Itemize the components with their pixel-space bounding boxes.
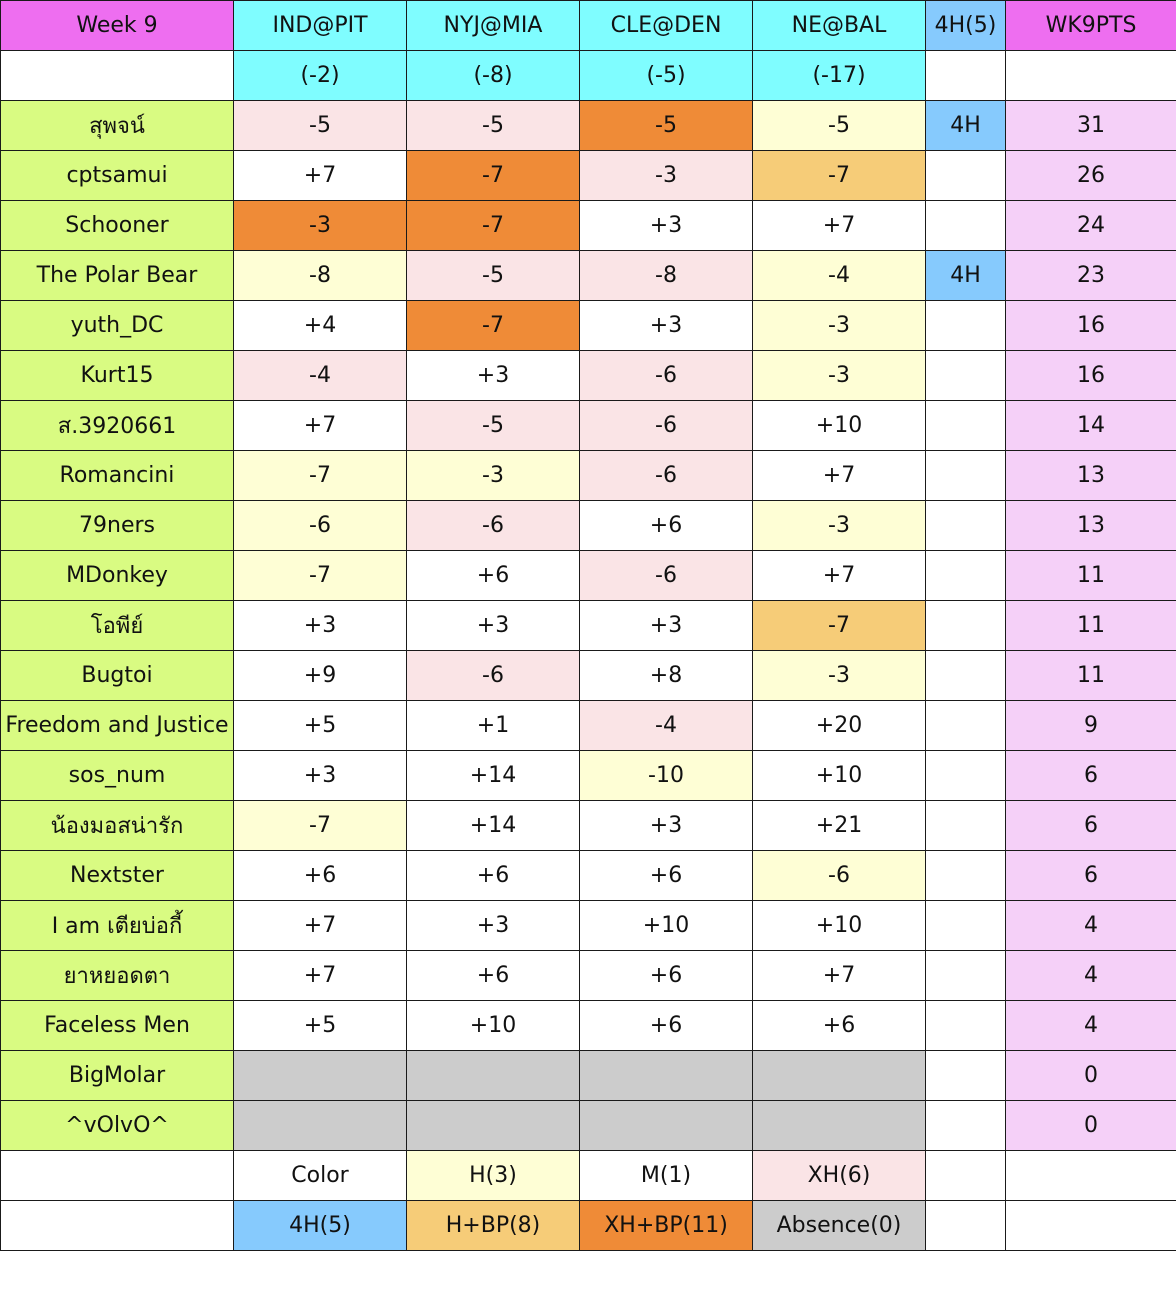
points-cell: 11 [1006, 601, 1176, 651]
four-h-cell [926, 151, 1006, 201]
pick-cell-3: -5 [580, 101, 753, 151]
pick-cell-4: +6 [753, 1001, 926, 1051]
pick-cell-3: -8 [580, 251, 753, 301]
table-row [1, 851, 1176, 901]
points-cell: 14 [1006, 401, 1176, 451]
pick-cell-2: -5 [407, 251, 580, 301]
table-row [1, 101, 1176, 151]
player-name: Schooner [1, 201, 234, 251]
pick-cell-4: -4 [753, 251, 926, 301]
four-h-cell [926, 501, 1006, 551]
pick-cell-1: +3 [234, 601, 407, 651]
table-row [1, 651, 1176, 701]
table-row [1, 1001, 1176, 1051]
pick-cell-1: -3 [234, 201, 407, 251]
player-name: 79ners [1, 501, 234, 551]
pick-cell-2 [407, 1051, 580, 1101]
four-h-header: 4H(5) [926, 1, 1006, 51]
pick-cell-4: -6 [753, 851, 926, 901]
spread-2: (-8) [407, 51, 580, 101]
legend-empty-cell [926, 1201, 1006, 1251]
points-cell: 16 [1006, 351, 1176, 401]
pick-cell-1: +7 [234, 151, 407, 201]
pick-cell-4: +7 [753, 201, 926, 251]
table-row [1, 451, 1176, 501]
table-row [1, 201, 1176, 251]
table-row [1, 801, 1176, 851]
pick-cell-4: +21 [753, 801, 926, 851]
legend-item: Color [234, 1151, 407, 1201]
four-h-cell [926, 401, 1006, 451]
game-header-1: IND@PIT [234, 1, 407, 51]
pick-cell-1: +6 [234, 851, 407, 901]
table-row [1, 151, 1176, 201]
legend-item: XH(6) [753, 1151, 926, 1201]
pick-cell-3: -6 [580, 401, 753, 451]
pick-cell-2: +6 [407, 551, 580, 601]
player-name: โอพีย์ [1, 601, 234, 651]
points-cell: 13 [1006, 501, 1176, 551]
pick-cell-2: -6 [407, 501, 580, 551]
four-h-cell [926, 201, 1006, 251]
pick-cell-1: +5 [234, 701, 407, 751]
pick-cell-1: -5 [234, 101, 407, 151]
pick-cell-1 [234, 1051, 407, 1101]
pick-cell-3 [580, 1101, 753, 1151]
pick-cell-4: -3 [753, 501, 926, 551]
pick-cell-1: +7 [234, 401, 407, 451]
four-h-cell [926, 1101, 1006, 1151]
four-h-cell [926, 351, 1006, 401]
spread-4: (-17) [753, 51, 926, 101]
table-row [1, 601, 1176, 651]
pick-cell-1: +9 [234, 651, 407, 701]
points-cell: 6 [1006, 801, 1176, 851]
pick-cell-1: -6 [234, 501, 407, 551]
game-header-3: CLE@DEN [580, 1, 753, 51]
pick-cell-2: -6 [407, 651, 580, 701]
pick-cell-2: -7 [407, 201, 580, 251]
pick-cell-4: -3 [753, 651, 926, 701]
week-label: Week 9 [1, 1, 234, 51]
player-name: Romancini [1, 451, 234, 501]
pick-cell-3: -6 [580, 451, 753, 501]
pick-cell-3: +8 [580, 651, 753, 701]
points-cell: 4 [1006, 951, 1176, 1001]
pick-cell-4: +10 [753, 401, 926, 451]
pick-cell-3: +3 [580, 601, 753, 651]
pick-cell-1: -7 [234, 551, 407, 601]
pick-cell-1: -7 [234, 451, 407, 501]
pick-cell-4: -3 [753, 301, 926, 351]
pick-cell-3: -3 [580, 151, 753, 201]
table-row [1, 251, 1176, 301]
pick-cell-4: +7 [753, 551, 926, 601]
pick-cell-1: -4 [234, 351, 407, 401]
table-row [1, 551, 1176, 601]
four-h-cell: 4H [926, 251, 1006, 301]
pick-cell-1: +7 [234, 901, 407, 951]
spread-empty-cell [1006, 51, 1176, 101]
header-row [1, 1, 1176, 51]
pick-cell-1: +3 [234, 751, 407, 801]
pick-cell-3: +3 [580, 201, 753, 251]
points-cell: 13 [1006, 451, 1176, 501]
legend-empty-cell [1, 1201, 234, 1251]
table-row [1, 301, 1176, 351]
legend-item: Absence(0) [753, 1201, 926, 1251]
legend-item: H(3) [407, 1151, 580, 1201]
pick-cell-4: +20 [753, 701, 926, 751]
player-name: I am เตียบ่อกี้ [1, 901, 234, 951]
pick-cell-3: +3 [580, 301, 753, 351]
pick-cell-2: +1 [407, 701, 580, 751]
pick-cell-2: +3 [407, 901, 580, 951]
pick-cell-2: -5 [407, 401, 580, 451]
pick-cell-3 [580, 1051, 753, 1101]
game-header-4: NE@BAL [753, 1, 926, 51]
table-row [1, 901, 1176, 951]
four-h-cell [926, 301, 1006, 351]
pick-cell-1: +5 [234, 1001, 407, 1051]
pick-cell-4: +7 [753, 951, 926, 1001]
pick-cell-1: -8 [234, 251, 407, 301]
player-name: ยาหยอดตา [1, 951, 234, 1001]
points-cell: 16 [1006, 301, 1176, 351]
player-name: Kurt15 [1, 351, 234, 401]
points-cell: 23 [1006, 251, 1176, 301]
spread-empty-cell [926, 51, 1006, 101]
legend-item: M(1) [580, 1151, 753, 1201]
table-row [1, 701, 1176, 751]
player-name: MDonkey [1, 551, 234, 601]
pick-cell-3: +6 [580, 501, 753, 551]
player-name: Nextster [1, 851, 234, 901]
pick-cell-4: +10 [753, 901, 926, 951]
table-row [1, 1051, 1176, 1101]
table-row [1, 401, 1176, 451]
pick-cell-2: +14 [407, 751, 580, 801]
legend-empty-cell [1, 1151, 234, 1201]
table-row [1, 951, 1176, 1001]
pick-cell-2: -5 [407, 101, 580, 151]
pick-cell-3: -10 [580, 751, 753, 801]
pick-cell-3: +6 [580, 1001, 753, 1051]
points-cell: 24 [1006, 201, 1176, 251]
pick-cell-3: +10 [580, 901, 753, 951]
four-h-cell [926, 801, 1006, 851]
pick-cell-4: -3 [753, 351, 926, 401]
points-cell: 31 [1006, 101, 1176, 151]
four-h-cell [926, 951, 1006, 1001]
pick-cell-2 [407, 1101, 580, 1151]
pick-cell-3: +6 [580, 851, 753, 901]
pick-cell-3: +3 [580, 801, 753, 851]
player-name: น้องมอสน่ารัก [1, 801, 234, 851]
pick-cell-2: -3 [407, 451, 580, 501]
four-h-cell [926, 551, 1006, 601]
legend-empty-cell [1006, 1201, 1176, 1251]
pick-cell-3: -4 [580, 701, 753, 751]
four-h-cell [926, 1001, 1006, 1051]
points-cell: 11 [1006, 651, 1176, 701]
pick-cell-1: +7 [234, 951, 407, 1001]
pick-cell-3: -6 [580, 551, 753, 601]
pick-cell-4: +10 [753, 751, 926, 801]
points-cell: 4 [1006, 1001, 1176, 1051]
four-h-cell [926, 851, 1006, 901]
table-row [1, 751, 1176, 801]
table-row [1, 1101, 1176, 1151]
four-h-cell: 4H [926, 101, 1006, 151]
points-cell: 4 [1006, 901, 1176, 951]
player-name: The Polar Bear [1, 251, 234, 301]
legend-item: XH+BP(11) [580, 1201, 753, 1251]
points-header: WK9PTS [1006, 1, 1176, 51]
points-cell: 0 [1006, 1051, 1176, 1101]
pick-cell-4: +7 [753, 451, 926, 501]
pick-cell-3: -6 [580, 351, 753, 401]
legend-empty-cell [926, 1151, 1006, 1201]
points-cell: 6 [1006, 751, 1176, 801]
pick-cell-2: +10 [407, 1001, 580, 1051]
points-cell: 6 [1006, 851, 1176, 901]
four-h-cell [926, 651, 1006, 701]
legend-row2 [1, 1201, 1176, 1251]
four-h-cell [926, 601, 1006, 651]
pick-cell-2: +3 [407, 601, 580, 651]
player-name: yuth_DC [1, 301, 234, 351]
pick-cell-2: +6 [407, 851, 580, 901]
spread-1: (-2) [234, 51, 407, 101]
player-name: Freedom and Justice [1, 701, 234, 751]
pick-cell-1 [234, 1101, 407, 1151]
pick-cell-2: -7 [407, 301, 580, 351]
spread-3: (-5) [580, 51, 753, 101]
legend-row1 [1, 1151, 1176, 1201]
points-cell: 11 [1006, 551, 1176, 601]
game-header-2: NYJ@MIA [407, 1, 580, 51]
legend-item: H+BP(8) [407, 1201, 580, 1251]
pick-cell-2: -7 [407, 151, 580, 201]
table-row [1, 351, 1176, 401]
player-name: ^vOlvO^ [1, 1101, 234, 1151]
pick-cell-4 [753, 1101, 926, 1151]
legend-empty-cell [1006, 1151, 1176, 1201]
legend-item: 4H(5) [234, 1201, 407, 1251]
player-name: Faceless Men [1, 1001, 234, 1051]
four-h-cell [926, 901, 1006, 951]
four-h-cell [926, 1051, 1006, 1101]
pick-cell-4: -7 [753, 601, 926, 651]
points-cell: 26 [1006, 151, 1176, 201]
pick-cell-1: -7 [234, 801, 407, 851]
spread-empty-cell [1, 51, 234, 101]
table-row [1, 501, 1176, 551]
player-name: sos_num [1, 751, 234, 801]
pick-cell-4 [753, 1051, 926, 1101]
pick-cell-4: -7 [753, 151, 926, 201]
pick-cell-1: +4 [234, 301, 407, 351]
player-name: cptsamui [1, 151, 234, 201]
pick-cell-3: +6 [580, 951, 753, 1001]
four-h-cell [926, 701, 1006, 751]
four-h-cell [926, 451, 1006, 501]
spread-row [1, 51, 1176, 101]
player-name: ส.3920661 [1, 401, 234, 451]
pick-cell-4: -5 [753, 101, 926, 151]
player-name: Bugtoi [1, 651, 234, 701]
points-cell: 0 [1006, 1101, 1176, 1151]
player-name: สุพจน์ [1, 101, 234, 151]
player-name: BigMolar [1, 1051, 234, 1101]
four-h-cell [926, 751, 1006, 801]
pick-cell-2: +14 [407, 801, 580, 851]
pick-cell-2: +3 [407, 351, 580, 401]
points-cell: 9 [1006, 701, 1176, 751]
pick-cell-2: +6 [407, 951, 580, 1001]
